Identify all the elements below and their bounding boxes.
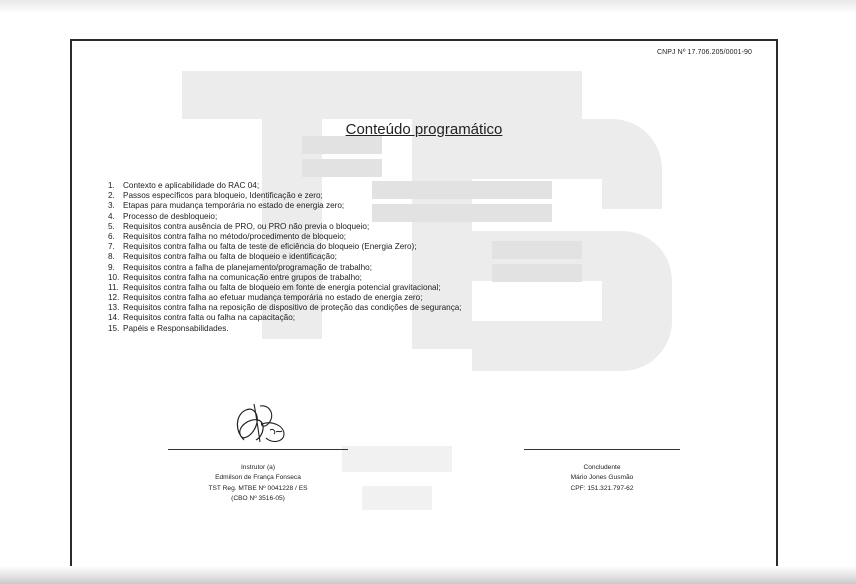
instructor-name: Edmilson de França Fonseca (215, 474, 301, 482)
company-cnpj: CNPJ Nº 17.706.205/0001-90 (656, 49, 752, 56)
list-item: 7. Requisitos contra falha ou falta de teste de eficiência do bloqueio (Energia Zero); (108, 242, 417, 252)
list-item: 15. Papéis e Responsabilidades. (108, 323, 229, 333)
list-item: 2. Passos específicos para bloqueio, Identificação e zero; (108, 191, 323, 201)
graduate-block (524, 463, 680, 494)
top-edge-shadow (0, 0, 856, 14)
bottom-edge-shadow (0, 566, 856, 584)
instructor-cbo: (CBO Nº 3516-05) (231, 495, 285, 503)
graduate-name: Mário Jones Gusmão (570, 474, 634, 482)
instructor-block (168, 463, 348, 505)
list-item: 4. Processo de desbloqueio; (108, 211, 218, 221)
instructor-role: Instrutor (a) (240, 464, 276, 471)
graduate-signature-line (524, 449, 680, 450)
list-item: 1. Contexto e aplicabilidade do RAC 04; (108, 181, 260, 190)
list-item: 6. Requisitos contra falha no método/procedimento de bloqueio; (108, 231, 347, 241)
graduate-cpf: CPF: 151.321.797-62 (570, 484, 634, 492)
instructor-signature-line (168, 449, 348, 450)
list-item: 14. Requisitos contra falta ou falha na capacitação; (108, 313, 296, 323)
list-item: 13. Requisitos contra falha na reposição de dispositivo de proteção das condições de segurança; (108, 303, 462, 313)
syllabus-list (108, 181, 462, 334)
graduate-role: Concludente (583, 464, 621, 471)
list-item: 5. Requisitos contra ausência de PRO, ou PRO não previa o bloqueio; (108, 221, 370, 231)
instructor-signature (230, 396, 300, 452)
list-item: 8. Requisitos contra falha ou falta de bloqueio e identificação; (108, 252, 337, 262)
list-item: 11. Requisitos contra falha ou falta de bloqueio em fonte de energia potencial gravitacional; (108, 282, 441, 292)
list-item: 3. Etapas para mudança temporária no estado de energia zero; (108, 201, 345, 211)
list-item: 12. Requisitos contra falha ao efetuar mudança temporária no estado de energia zero; (108, 293, 423, 303)
instructor-registration: TST Reg. MTBE Nº 0041228 / ES (208, 484, 308, 492)
list-item: 10. Requisitos contra falha na comunicação entre grupos de trabalho; (108, 272, 362, 282)
certificate-page (70, 39, 778, 571)
list-item: 9. Requisitos contra a falha de planejamento/programação de trabalho; (108, 262, 372, 272)
page-title: Conteúdo programático (345, 121, 503, 138)
